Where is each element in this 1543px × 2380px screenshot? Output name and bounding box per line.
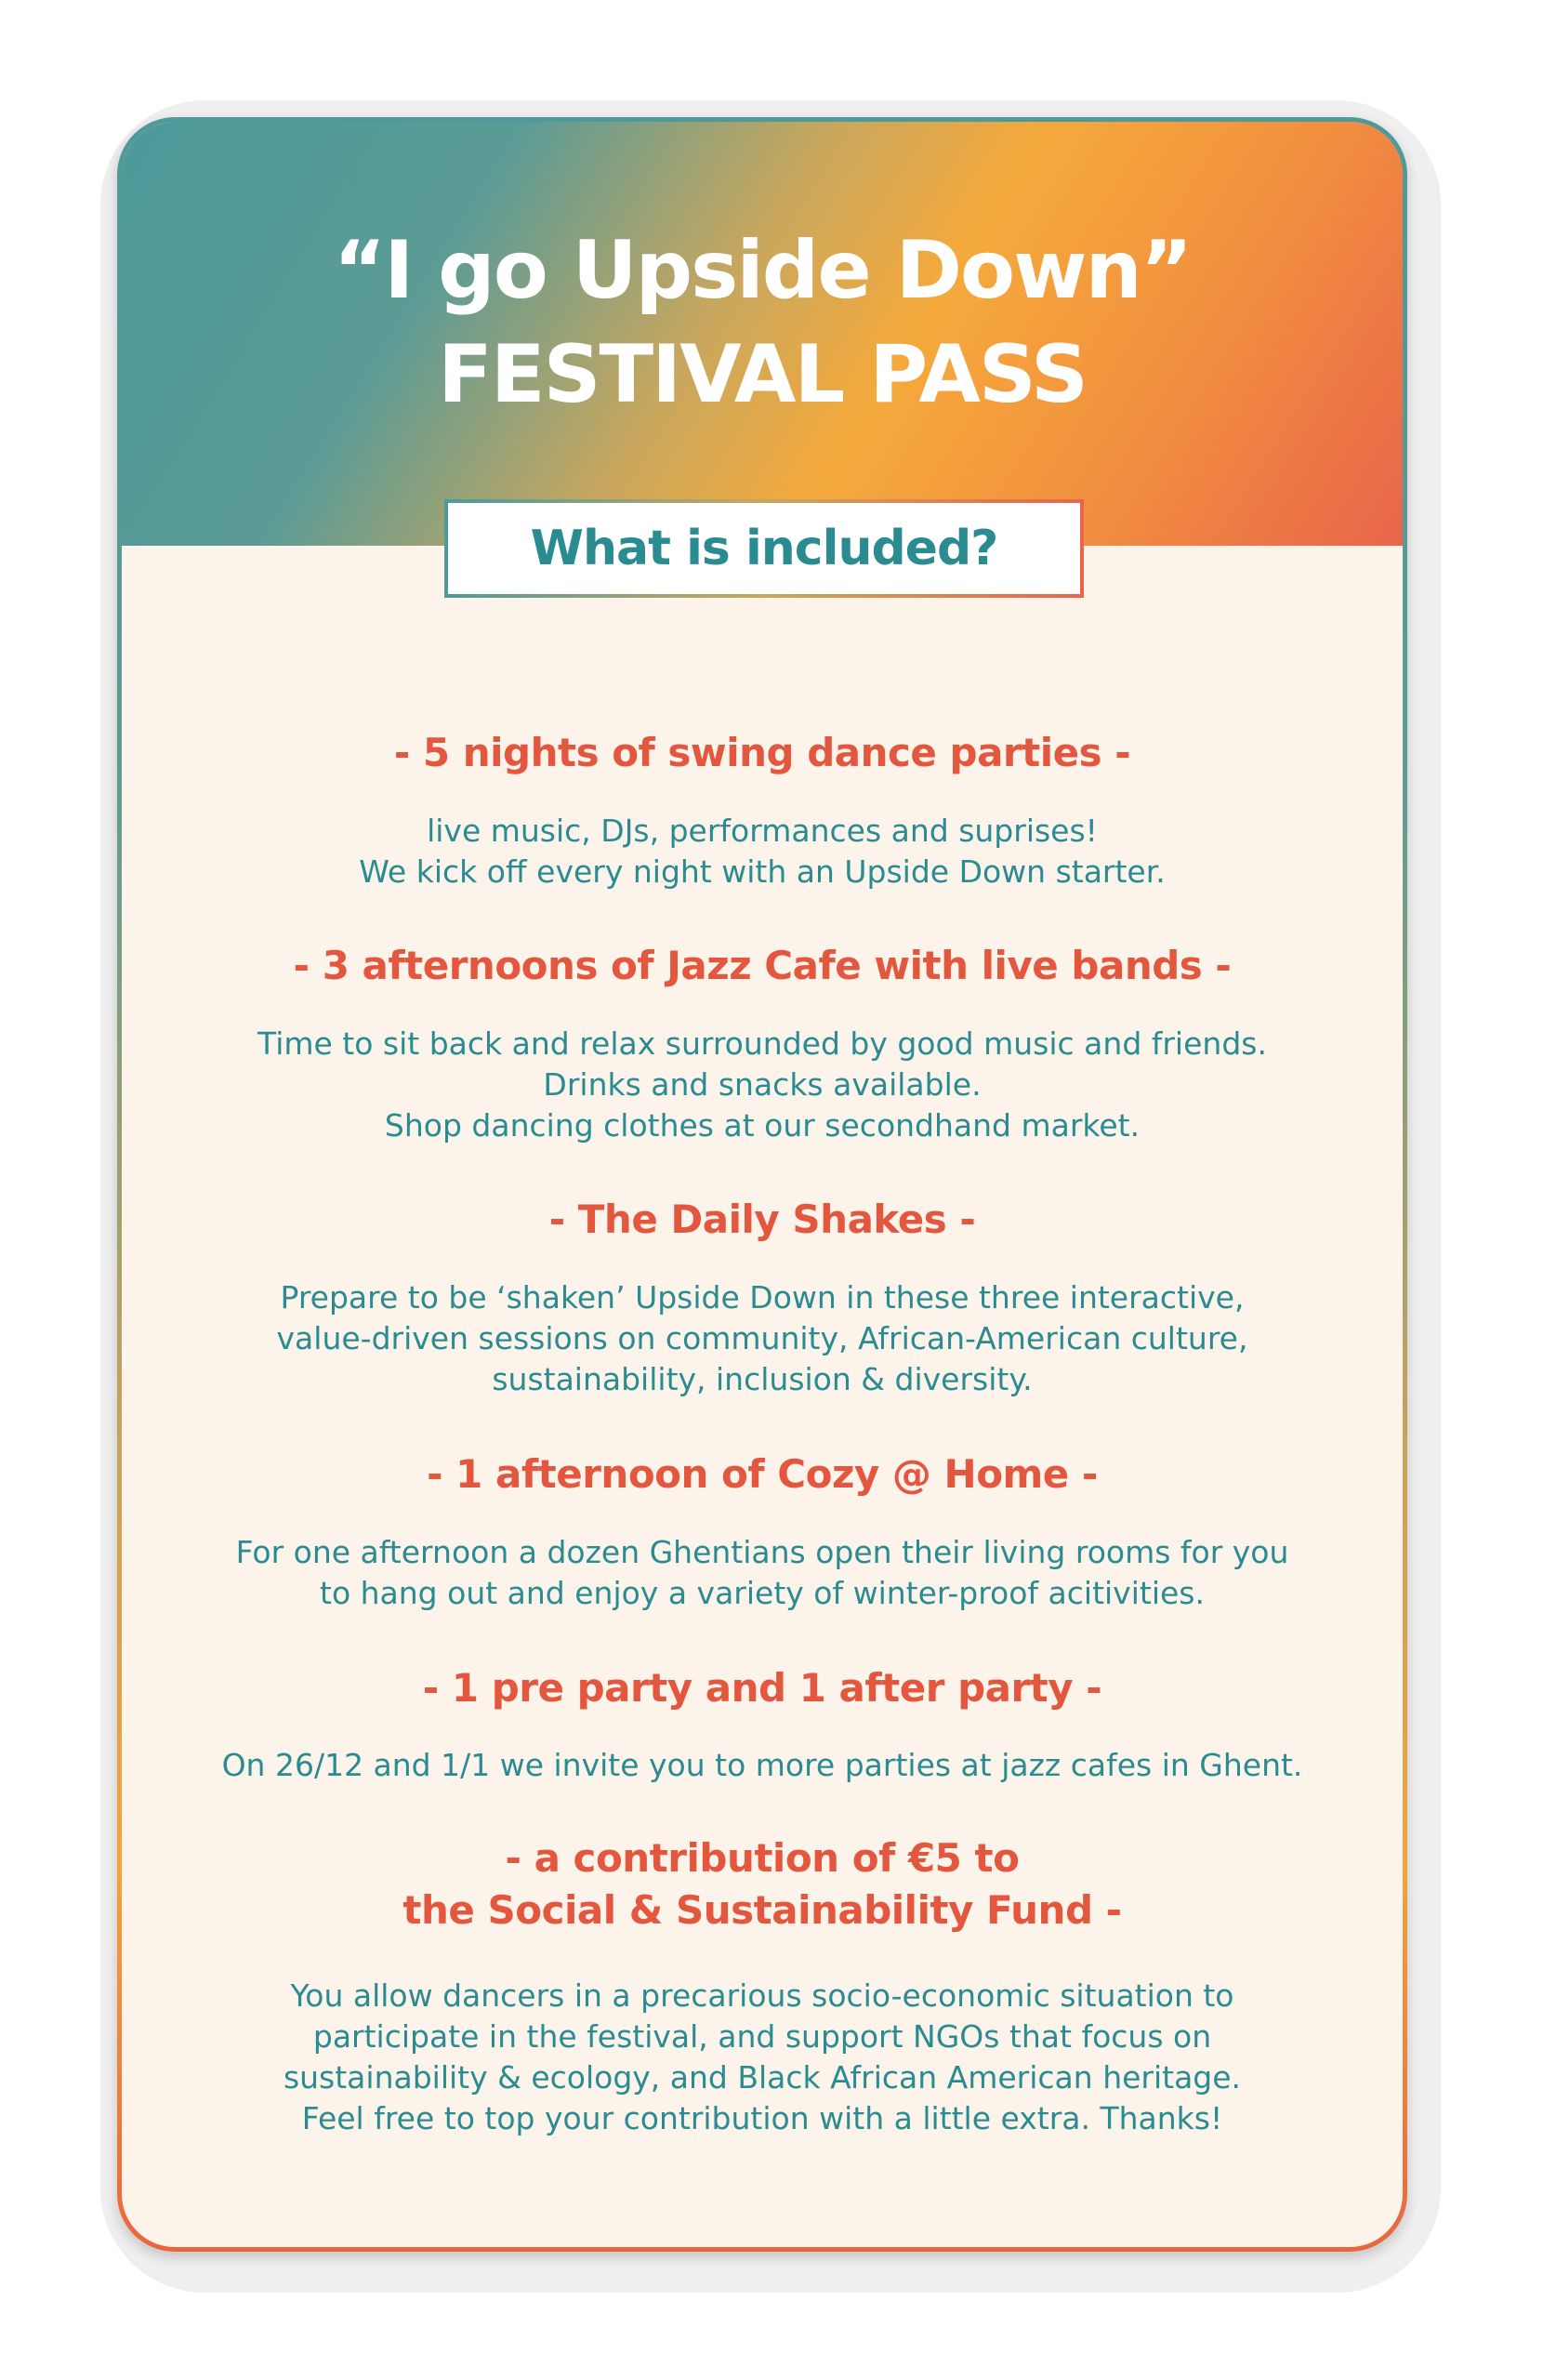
description-line: live music, DJs, performances and suprises! [427, 813, 1098, 849]
description-line: participate in the festival, and support NGOs that focus on [312, 2018, 1212, 2055]
section-description-swing-parties [122, 811, 1403, 892]
description-line: to hang out and enjoy a variety of winter-proof acitivities. [320, 1575, 1205, 1611]
description-line: sustainability, inclusion & diversity. [492, 1361, 1033, 1397]
section-heading-swing-parties [122, 727, 1403, 779]
section-heading-line: - 1 afternoon of Cozy @ Home - [427, 1451, 1098, 1497]
section-heading-jazz-cafe [122, 940, 1403, 992]
section-heading-line: - 3 afternoons of Jazz Cafe with live bands - [293, 943, 1232, 988]
section-heading-daily-shakes [122, 1194, 1403, 1246]
festival-pass-card [117, 117, 1407, 2252]
section-description-contribution [122, 1976, 1403, 2139]
description-line: We kick off every night with an Upside Down starter. [359, 853, 1166, 890]
section-heading-line: the Social & Sustainability Fund - [402, 1887, 1122, 1933]
section-heading-line: - 5 nights of swing dance parties - [393, 730, 1131, 775]
section-description-daily-shakes [122, 1277, 1403, 1400]
card-header [122, 122, 1403, 546]
section-heading-line: - 1 pre party and 1 after party - [422, 1665, 1102, 1711]
description-line: For one afternoon a dozen Ghentians open their living rooms for you [235, 1534, 1289, 1570]
description-line: Prepare to be ‘shaken’ Upside Down in these three interactive, [280, 1279, 1245, 1316]
section-heading-contribution [122, 1832, 1403, 1937]
section-heading-line: - a contribution of €5 to [505, 1835, 1020, 1881]
description-line: Time to sit back and relax surrounded by good music and friends. [257, 1025, 1267, 1062]
description-line: sustainability & ecology, and Black African American heritage. [283, 2059, 1242, 2096]
card-body [122, 122, 1403, 2247]
section-heading-parties [122, 1662, 1403, 1714]
section-description-parties [122, 1745, 1403, 1786]
section-heading-cozy-home [122, 1448, 1403, 1501]
title-line-2: FESTIVAL PASS [438, 328, 1087, 421]
section-description-jazz-cafe [122, 1024, 1403, 1146]
description-line: Feel free to top your contribution with a little extra. Thanks! [301, 2100, 1223, 2136]
description-line: Shop dancing clothes at our secondhand market. [384, 1107, 1141, 1144]
description-line: On 26/12 and 1/1 we invite you to more parties at jazz cafes in Ghent. [221, 1747, 1303, 1783]
title-line-1: “I go Upside Down” [333, 224, 1192, 317]
included-label-box [444, 499, 1084, 598]
description-line: value-driven sessions on community, African-American culture, [276, 1320, 1248, 1356]
section-description-cozy-home [122, 1532, 1403, 1614]
description-line: Drinks and snacks available. [543, 1066, 982, 1103]
included-label: What is included? [530, 521, 998, 576]
section-heading-line: - The Daily Shakes - [548, 1197, 976, 1242]
description-line: You allow dancers in a precarious socio-economic situation to [290, 1977, 1234, 2014]
